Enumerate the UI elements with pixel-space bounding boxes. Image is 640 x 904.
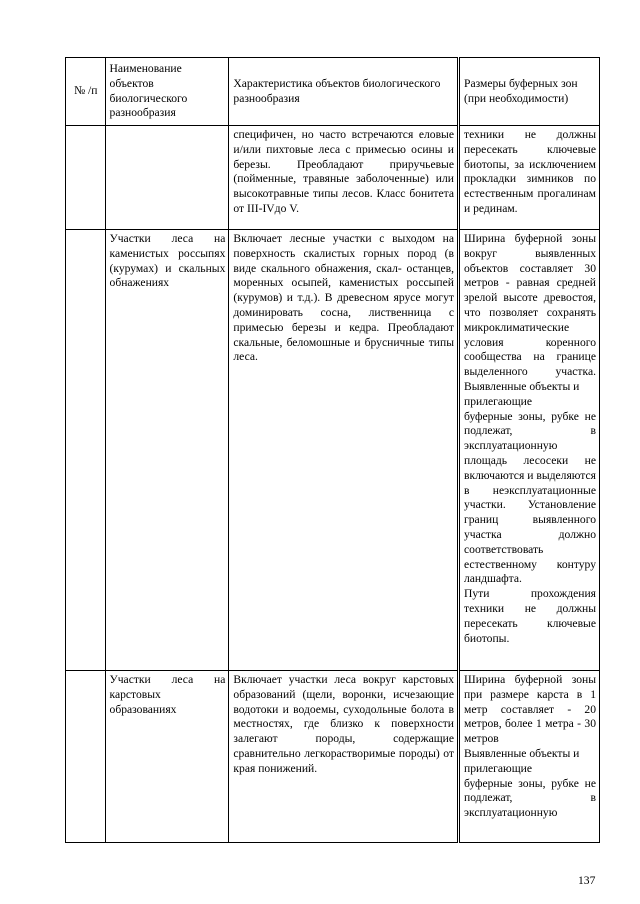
characteristic-cell: специфичен, но часто встречаются еловые и/или пихтовые леса с примесью осины и березы. Преобладают приручьевые (пойменные, травяные заболоченные) или высокотравные типы лесов. Класс бонитета от III-IVдо V. — [229, 126, 459, 230]
buffer-text: Пути прохождения техники не должны пересекать ключевые биотопы. — [464, 587, 596, 645]
row-number-cell — [66, 126, 106, 230]
object-name-cell: Участки леса на карстовых образованиях — [105, 671, 229, 843]
page-number: 137 — [578, 874, 596, 887]
object-name-cell — [105, 126, 229, 230]
row-number-cell — [66, 230, 106, 671]
buffer-text: Ширина буферной зоны при размере карста в 1 метр составляет - 20 метров, более 1 метра - 30 метров — [464, 673, 596, 746]
buffer-text: буферные зоны, рубке не подлежат, в эксплуатационную площадь лесосеки не включаются и выделяются в неэксплуатационные участки. Установление границ выявленного участка должно соответствовать естественному контуру ландшафта. — [464, 409, 596, 586]
buffer-text: Выявленные объекты и — [464, 746, 580, 760]
buffer-zone-cell — [459, 671, 600, 843]
buffer-text: буферные зоны, рубке не подлежат, в эксплуатационную — [464, 776, 596, 820]
header-number: № /п — [66, 58, 106, 126]
object-name-cell: Участки леса на каменистых россыпях (курумах) и скальных обнажениях — [105, 230, 229, 671]
header-object-name: Наименование объектов биологического разнообразия — [105, 58, 229, 126]
buffer-zone-cell — [459, 230, 600, 671]
buffer-text: прилегающие — [464, 761, 532, 775]
buffer-zone-cell: техники не должны пересекать ключевые биотопы, за исключением прокладки зимников по естественным прогалинам и рединам. — [459, 126, 600, 230]
row-number-cell — [66, 671, 106, 843]
table-row — [66, 126, 600, 230]
header-characteristic: Характеристика объектов биологического разнообразия — [229, 58, 459, 126]
characteristic-cell: Включает участки леса вокруг карстовых образований (щели, воронки, исчезающие водотоки и водоемы, суходольные болота в местностях, где близко к поверхности залегают породы, содержащие сравнительно легкорастворимые породы) от края понижений. — [229, 671, 459, 843]
table-row — [66, 671, 600, 843]
table-row — [66, 230, 600, 671]
buffer-text: прилегающие — [464, 394, 532, 408]
characteristic-cell: Включает лесные участки с выходом на поверхность скалистых горных пород (в виде скального обнажения, скал- останцев, моренных осыпей, каменистых россыпей (курумов) и т.д.). В древесном ярусе могут доминировать сосна, лиственница с примесью березы и кедра. Преобладают скальные, беломошные и брусничные типы леса. — [229, 230, 459, 671]
header-buffer-size: Размеры буферных зон (при необходимости) — [459, 58, 600, 126]
biodiversity-objects-table — [65, 57, 600, 843]
buffer-text: Ширина буферной зоны вокруг выявленных объектов составляет 30 метров - равная средней зрелой высоте древостоя, что позволяет сохранять микроклиматические условия коренного сообщества на границе выделенного участка. Выявленные объекты и — [464, 232, 596, 393]
table-header-row — [66, 58, 600, 126]
